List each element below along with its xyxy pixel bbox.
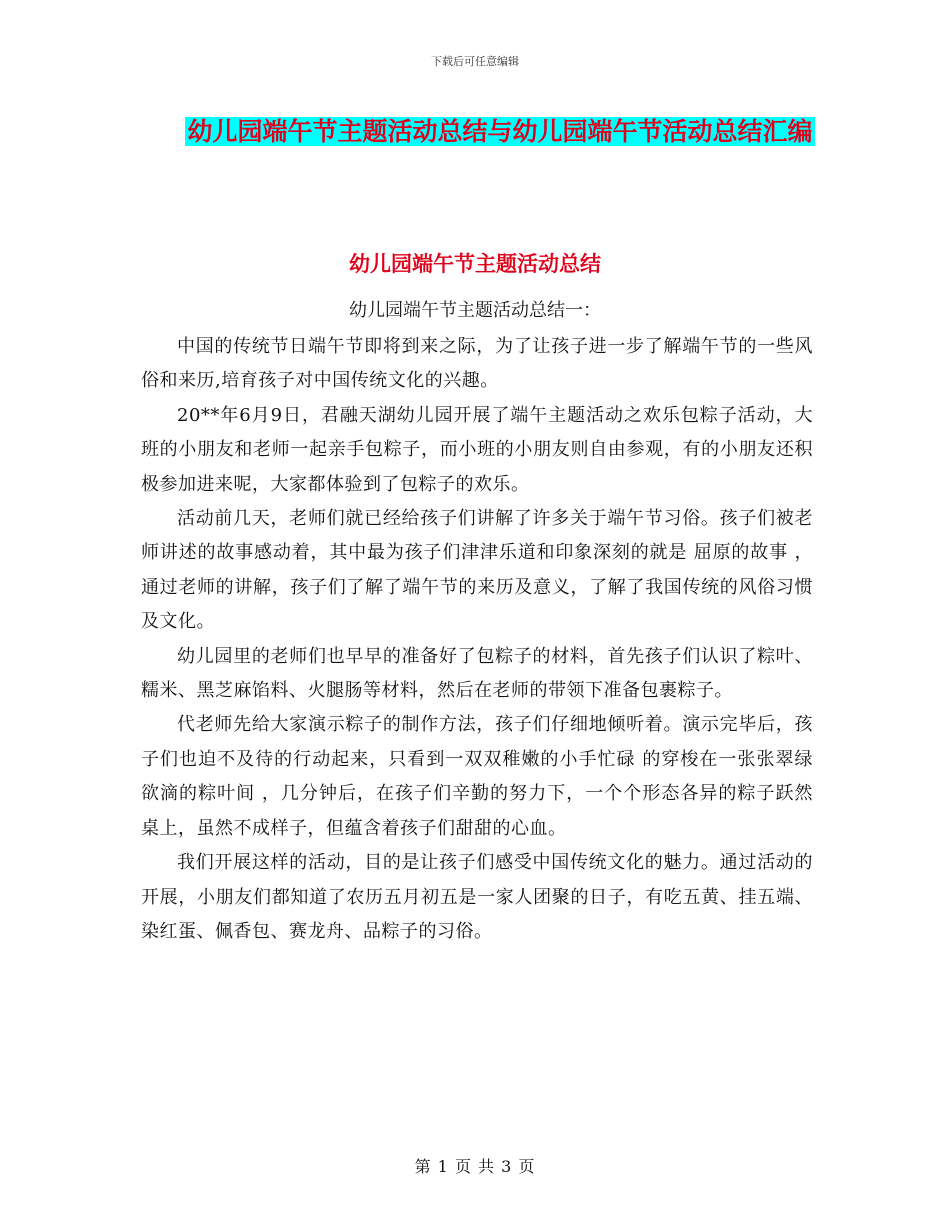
paragraph: 20**年6月9日，君融天湖幼儿园开展了端午主题活动之欢乐包粽子活动，大班的小朋友和老师一起亲手包粽子，而小班的小朋友则自由参观，有的小朋友还积极参加进来呢，大家都体验到了包粽子的欢乐。	[141, 404, 813, 495]
paragraph: 中国的传统节日端午节即将到来之际，为了让孩子进一步了解端午节的一些风俗和来历,培育孩子对中国传统文化的兴趣。	[141, 336, 813, 392]
subtitle: 幼儿园端午节主题活动总结一：	[349, 300, 601, 321]
paragraph: 幼儿园里的老师们也早早的准备好了包粽子的材料，首先孩子们认识了粽叶、糯米、黑芝麻馅料、火腿肠等材料，然后在老师的带领下准备包裹粽子。	[141, 645, 813, 702]
document-title-text: 幼儿园端午节主题活动总结与幼儿园端午节活动总结汇编	[187, 117, 813, 146]
section-title: 幼儿园端午节主题活动总结	[349, 252, 601, 276]
paragraph: 代老师先给大家演示粽子的制作方法，孩子们仔细地倾听着。演示完毕后，孩子们也迫不及待的行动起来，只看到一双双稚嫩的小手忙碌 的穿梭在一张张翠绿欲滴的粽叶间 ，几分钟后，在孩子们辛勤的努力下，一个个形态各异的粽子跃然桌上，虽然不成样子，但蕴含着孩子们甜甜的心血。	[141, 714, 813, 839]
header-note: 下载后可任意编辑	[431, 55, 519, 68]
body-text	[141, 330, 813, 949]
paragraph: 活动前几天，老师们就已经给孩子们讲解了许多关于端午节习俗。孩子们被老师讲述的故事感动着，其中最为孩子们津津乐道和印象深刻的就是 屈原的故事 ，通过老师的讲解，孩子们了解了端午节的来历及意义，了解了我国传统的风俗习惯及文化。	[141, 508, 813, 633]
document-title	[140, 110, 860, 154]
page-footer: 第 1 页 共 3 页	[414, 1157, 536, 1176]
paragraph: 我们开展这样的活动，目的是让孩子们感受中国传统文化的魅力。通过活动的开展，小朋友们都知道了农历五月初五是一家人团聚的日子，有吃五黄、挂五端、染红蛋、佩香包、赛龙舟、品粽子的习俗。	[141, 852, 813, 942]
